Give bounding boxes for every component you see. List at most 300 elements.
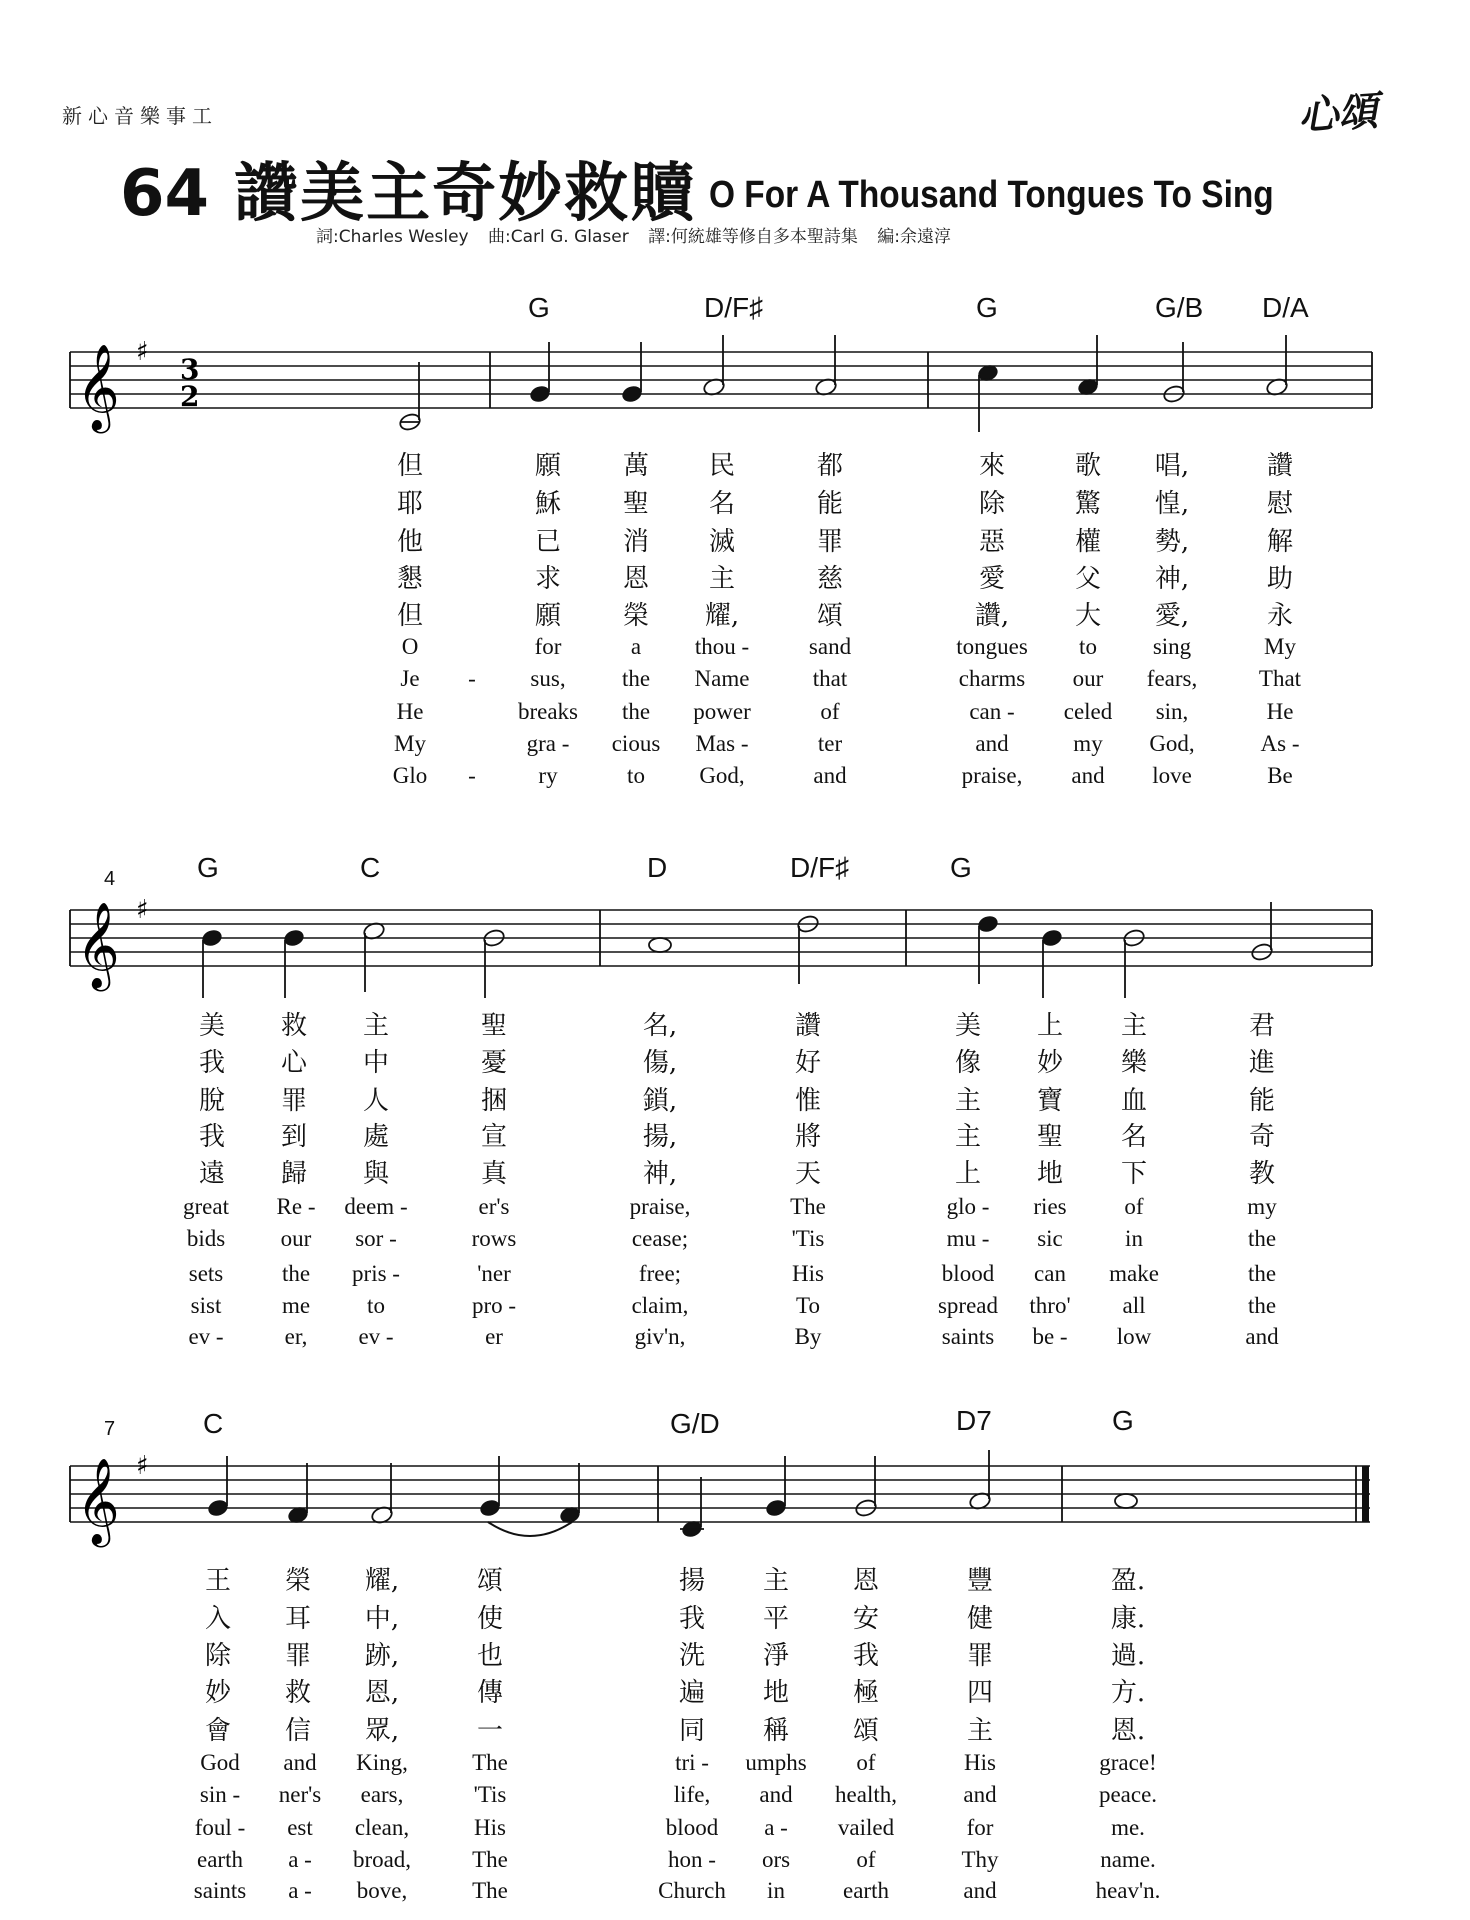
lyric-en: thro' bbox=[1029, 1293, 1071, 1318]
lyric-en: God, bbox=[699, 763, 745, 788]
lyric-zh: 萬 bbox=[622, 451, 650, 481]
lyric-zh: 真 bbox=[480, 1159, 508, 1189]
lyric-zh: 主 bbox=[954, 1086, 982, 1116]
measure-number: 7 bbox=[104, 1418, 116, 1440]
lyric-en: to bbox=[367, 1293, 385, 1318]
lyric-zh: 耳 bbox=[284, 1604, 312, 1634]
lyric-en: umphs bbox=[745, 1750, 807, 1775]
lyric-en: be - bbox=[1032, 1324, 1068, 1349]
notes bbox=[201, 902, 1273, 998]
lyric-en: for bbox=[534, 634, 562, 659]
lyric-zh: 入 bbox=[204, 1604, 232, 1634]
lyric-en: in bbox=[1125, 1226, 1143, 1251]
lyric-zh: 上 bbox=[954, 1159, 982, 1189]
lyric-zh: 使 bbox=[476, 1604, 504, 1634]
lyric-en: God bbox=[200, 1750, 240, 1775]
lyric-zh: 穌 bbox=[534, 489, 562, 519]
lyric-en: deem - bbox=[344, 1194, 408, 1219]
lyric-en: the bbox=[281, 1261, 311, 1286]
lyric-zh: 除 bbox=[204, 1641, 232, 1671]
lyric-en: gra - bbox=[526, 731, 570, 756]
lyric-zh: 揚 bbox=[678, 1566, 706, 1596]
lyric-en: sor - bbox=[355, 1226, 397, 1251]
lyric-zh: 讚 bbox=[1266, 451, 1294, 481]
lyric-zh: 我 bbox=[852, 1641, 880, 1671]
lyric-zh: 惡 bbox=[978, 527, 1006, 557]
lyric-zh: 恩 bbox=[852, 1566, 880, 1596]
lyric-zh: 頌 bbox=[816, 601, 844, 631]
lyric-en: claim, bbox=[631, 1293, 689, 1318]
lyric-en: He bbox=[396, 699, 424, 724]
lyric-en: a - bbox=[764, 1815, 788, 1840]
lyric-zh: 惟 bbox=[794, 1086, 822, 1116]
lyric-zh: 耶 bbox=[396, 489, 424, 519]
lyric-zh: 豐 bbox=[966, 1566, 994, 1596]
lyric-en: all bbox=[1122, 1293, 1146, 1318]
lyric-zh: 讚, bbox=[974, 601, 1010, 631]
lyric-zh: 進 bbox=[1248, 1048, 1276, 1078]
lyric-en: love bbox=[1152, 763, 1192, 788]
staff bbox=[0, 880, 1470, 1020]
lyric-en: - bbox=[468, 666, 476, 691]
lyric-zh: 求 bbox=[534, 564, 562, 594]
lyric-zh: 名 bbox=[1120, 1122, 1148, 1152]
lyric-en: giv'n, bbox=[634, 1324, 686, 1349]
lyric-en: our bbox=[1072, 666, 1104, 691]
lyric-zh: 永 bbox=[1266, 601, 1294, 631]
lyric-en: God, bbox=[1149, 731, 1195, 756]
lyric-en: make bbox=[1109, 1261, 1159, 1286]
lyric-zh: 與 bbox=[362, 1159, 390, 1189]
lyric-zh: 妙 bbox=[204, 1678, 232, 1708]
lyric-zh: 下 bbox=[1120, 1159, 1148, 1189]
lyric-en: - bbox=[468, 763, 476, 788]
lyric-en: By bbox=[794, 1324, 822, 1349]
lyric-zh: 也 bbox=[476, 1641, 504, 1671]
lyric-zh: 脫 bbox=[198, 1086, 226, 1116]
lyric-zh: 能 bbox=[816, 489, 844, 519]
treble-clef-icon: 𝄞 bbox=[76, 344, 120, 430]
hymn-number: 64 bbox=[120, 157, 210, 231]
lyric-en: bove, bbox=[356, 1878, 408, 1903]
lyric-en: and bbox=[975, 731, 1009, 756]
lyric-en: ors bbox=[761, 1847, 791, 1872]
lyric-zh: 一 bbox=[476, 1716, 504, 1746]
lyric-zh: 教 bbox=[1248, 1159, 1276, 1189]
lyric-zh: 耀, bbox=[364, 1566, 400, 1596]
lyric-zh: 處 bbox=[362, 1122, 390, 1152]
lyric-zh: 美 bbox=[954, 1011, 982, 1041]
lyric-en: life, bbox=[673, 1782, 711, 1807]
lyric-en: breaks bbox=[517, 699, 579, 724]
lyric-zh: 罪 bbox=[284, 1641, 312, 1671]
lyric-en: of bbox=[856, 1847, 876, 1872]
lyric-zh: 跡, bbox=[364, 1641, 400, 1671]
lyric-zh: 能 bbox=[1248, 1086, 1276, 1116]
lyric-zh: 恩. bbox=[1110, 1716, 1146, 1746]
lyric-zh: 來 bbox=[978, 451, 1006, 481]
lyric-en: bids bbox=[186, 1226, 226, 1251]
lyric-zh: 過. bbox=[1110, 1641, 1146, 1671]
lyric-zh: 信 bbox=[284, 1716, 312, 1746]
lyric-zh: 大 bbox=[1074, 601, 1102, 631]
lyric-en: great bbox=[183, 1194, 229, 1219]
lyric-en: power bbox=[693, 699, 751, 724]
lyric-en: earth bbox=[843, 1878, 889, 1903]
lyric-en: praise, bbox=[961, 763, 1023, 788]
lyric-en: sic bbox=[1037, 1226, 1063, 1251]
lyric-en: Glo bbox=[392, 763, 428, 788]
lyric-en: mu - bbox=[946, 1226, 990, 1251]
lyric-en: 'ner bbox=[477, 1261, 511, 1286]
lyric-en: the bbox=[621, 699, 651, 724]
lyric-zh: 我 bbox=[678, 1604, 706, 1634]
lyric-en: to bbox=[627, 763, 645, 788]
lyric-en: thou - bbox=[694, 634, 750, 659]
lyric-zh: 神, bbox=[1154, 564, 1190, 594]
lyric-zh: 地 bbox=[762, 1678, 790, 1708]
lyric-en: rows bbox=[471, 1226, 517, 1251]
lyric-en: and bbox=[1071, 763, 1105, 788]
lyric-en: ter bbox=[817, 731, 843, 756]
time-signature: 3 bbox=[180, 353, 200, 386]
lyric-zh: 洗 bbox=[678, 1641, 706, 1671]
lyric-en: and bbox=[963, 1878, 997, 1903]
title-english: O For A Thousand Tongues To Sing bbox=[709, 174, 1274, 216]
lyric-zh: 助 bbox=[1266, 564, 1294, 594]
lyric-zh: 康. bbox=[1110, 1604, 1146, 1634]
lyric-en: sus, bbox=[530, 666, 566, 691]
lyric-zh: 盈. bbox=[1110, 1566, 1146, 1596]
lyric-en: The bbox=[790, 1194, 826, 1219]
lyric-zh: 主 bbox=[1120, 1011, 1148, 1041]
lyric-en: earth bbox=[197, 1847, 243, 1872]
lyric-en: sin - bbox=[199, 1782, 241, 1807]
lyric-en: a - bbox=[288, 1847, 312, 1872]
lyric-zh: 惶, bbox=[1154, 489, 1190, 519]
lyric-zh: 傳 bbox=[476, 1678, 504, 1708]
lyric-en: ears, bbox=[360, 1782, 404, 1807]
lyric-en: cious bbox=[611, 731, 661, 756]
lyric-zh: 聖 bbox=[480, 1011, 508, 1041]
chord: C bbox=[360, 852, 381, 883]
lyric-zh: 救 bbox=[284, 1678, 312, 1708]
lyric-zh: 唱, bbox=[1154, 451, 1190, 481]
lyric-en: The bbox=[472, 1750, 508, 1775]
chord: G bbox=[528, 292, 550, 323]
lyric-zh: 頌 bbox=[476, 1566, 504, 1596]
lyric-en: can - bbox=[969, 699, 1015, 724]
lyric-zh: 遍 bbox=[678, 1678, 706, 1708]
lyric-en: and bbox=[1245, 1324, 1279, 1349]
lyric-en: the bbox=[1247, 1226, 1277, 1251]
lyric-zh: 宣 bbox=[480, 1122, 508, 1152]
lyric-en: The bbox=[472, 1878, 508, 1903]
lyric-zh: 罪 bbox=[966, 1641, 994, 1671]
publisher-label: 新心音樂事工 bbox=[62, 104, 218, 128]
lyric-zh: 讚 bbox=[794, 1011, 822, 1041]
staff-lines bbox=[70, 1466, 1370, 1522]
chord: G bbox=[976, 292, 998, 323]
chord: G/D bbox=[670, 1408, 720, 1439]
lyric-zh: 懇 bbox=[396, 564, 424, 594]
lyric-zh: 像 bbox=[954, 1048, 982, 1078]
lyric-en: King, bbox=[356, 1750, 408, 1775]
lyric-zh: 樂 bbox=[1120, 1048, 1148, 1078]
treble-clef-icon: 𝄞 bbox=[76, 902, 120, 988]
sharp-icon: ♯ bbox=[136, 337, 149, 367]
lyric-en: to bbox=[1079, 634, 1097, 659]
lyric-zh: 罪 bbox=[280, 1086, 308, 1116]
lyric-en: saints bbox=[941, 1324, 995, 1349]
chord: D/F♯ bbox=[704, 292, 764, 323]
lyric-en: est bbox=[287, 1815, 313, 1840]
lyric-en: ries bbox=[1033, 1194, 1067, 1219]
lyric-en: 'Tis bbox=[791, 1226, 825, 1251]
lyric-zh: 慈 bbox=[816, 564, 844, 594]
chord: G/B bbox=[1155, 292, 1204, 323]
chord: D bbox=[647, 852, 668, 883]
lyric-en: Mas - bbox=[695, 731, 749, 756]
lyric-en: er, bbox=[284, 1324, 308, 1349]
credit-music: 曲:Carl G. Glaser bbox=[488, 227, 629, 247]
lyric-en: 'Tis bbox=[473, 1782, 507, 1807]
lyric-zh: 美 bbox=[198, 1011, 226, 1041]
lyric-en: ev - bbox=[188, 1324, 224, 1349]
lyric-zh: 健 bbox=[966, 1604, 994, 1634]
lyric-zh: 我 bbox=[198, 1122, 226, 1152]
lyric-en: name. bbox=[1100, 1847, 1156, 1872]
lyric-en: broad, bbox=[352, 1847, 412, 1872]
final-barline bbox=[1362, 1466, 1369, 1522]
lyric-zh: 鎖, bbox=[642, 1086, 678, 1116]
lyric-en: pris - bbox=[352, 1261, 400, 1286]
lyric-en: His bbox=[474, 1815, 506, 1840]
lyric-zh: 民 bbox=[708, 451, 736, 481]
lyric-zh: 權 bbox=[1074, 527, 1102, 557]
lyric-en: can bbox=[1034, 1261, 1066, 1286]
lyric-en: our bbox=[280, 1226, 312, 1251]
lyric-zh: 頌 bbox=[852, 1716, 880, 1746]
lyric-zh: 願 bbox=[534, 451, 562, 481]
lyric-en: He bbox=[1266, 699, 1294, 724]
lyric-en: praise, bbox=[629, 1194, 691, 1219]
lyric-zh: 奇 bbox=[1248, 1122, 1276, 1152]
lyric-en: foul - bbox=[194, 1815, 246, 1840]
lyric-en: clean, bbox=[354, 1815, 410, 1840]
lyric-en: His bbox=[964, 1750, 996, 1775]
chord: D/A bbox=[1262, 292, 1309, 323]
lyric-zh: 已 bbox=[534, 527, 562, 557]
lyric-en: me bbox=[281, 1293, 311, 1318]
credit-words: 詞:Charles Wesley bbox=[316, 227, 469, 247]
lyric-zh: 平 bbox=[762, 1604, 790, 1634]
lyric-zh: 耀, bbox=[704, 601, 740, 631]
lyric-en: saints bbox=[193, 1878, 247, 1903]
sharp-icon: ♯ bbox=[136, 1451, 149, 1481]
lyric-en: O bbox=[401, 634, 419, 659]
lyric-zh: 他 bbox=[396, 527, 424, 557]
lyric-en: low bbox=[1116, 1324, 1152, 1349]
lyric-zh: 地 bbox=[1036, 1159, 1064, 1189]
treble-clef-icon: 𝄞 bbox=[76, 1458, 120, 1544]
lyric-zh: 中 bbox=[362, 1048, 390, 1078]
chord: G bbox=[1112, 1405, 1134, 1436]
lyric-en: Re - bbox=[276, 1194, 316, 1219]
chord: D/F♯ bbox=[790, 852, 850, 883]
lyric-zh: 極 bbox=[852, 1678, 880, 1708]
lyric-en: sin, bbox=[1155, 699, 1189, 724]
lyric-en: cease; bbox=[631, 1226, 689, 1251]
lyric-en: a - bbox=[288, 1878, 312, 1903]
measure-number: 4 bbox=[104, 868, 116, 890]
lyric-en: glo - bbox=[946, 1194, 990, 1219]
lyric-en: As - bbox=[1260, 731, 1300, 756]
brand-logo: 心頌 bbox=[1296, 87, 1380, 140]
lyric-en: My bbox=[394, 731, 426, 756]
lyric-zh: 滅 bbox=[708, 527, 736, 557]
lyric-en: ev - bbox=[358, 1324, 394, 1349]
lyric-en: Church bbox=[658, 1878, 726, 1903]
lyric-zh: 同 bbox=[678, 1716, 706, 1746]
lyric-en: sing bbox=[1152, 634, 1192, 659]
lyric-zh: 恩, bbox=[364, 1678, 400, 1708]
lyric-en: Name bbox=[694, 666, 750, 691]
lyric-zh: 聖 bbox=[622, 489, 650, 519]
chord: D7 bbox=[956, 1405, 992, 1436]
lyric-en: in bbox=[767, 1878, 785, 1903]
lyric-en: peace. bbox=[1098, 1782, 1158, 1807]
chord: C bbox=[203, 1408, 224, 1439]
lyric-en: er bbox=[485, 1324, 503, 1349]
lyric-en: sand bbox=[808, 634, 852, 659]
lyric-zh: 心 bbox=[280, 1048, 308, 1078]
lyric-zh: 將 bbox=[794, 1122, 822, 1152]
lyric-en: vailed bbox=[837, 1815, 895, 1840]
credit-arrangement: 編:余遠淳 bbox=[877, 227, 952, 247]
lyric-en: and bbox=[759, 1782, 793, 1807]
lyric-zh: 除 bbox=[978, 489, 1006, 519]
svg-text:2: 2 bbox=[180, 380, 200, 413]
lyric-en: To bbox=[796, 1293, 820, 1318]
lyric-en: blood bbox=[941, 1261, 995, 1286]
lyric-en: tongues bbox=[956, 634, 1028, 659]
lyric-zh: 眾, bbox=[364, 1716, 400, 1746]
credits-line bbox=[316, 222, 965, 247]
lyric-zh: 捆 bbox=[480, 1086, 508, 1116]
lyric-en: free; bbox=[638, 1261, 682, 1286]
lyric-en: health, bbox=[835, 1782, 897, 1807]
staff bbox=[0, 320, 1470, 460]
lyric-zh: 四 bbox=[966, 1678, 994, 1708]
lyric-zh: 中, bbox=[364, 1604, 400, 1634]
lyric-zh: 遠 bbox=[198, 1159, 226, 1189]
lyric-zh: 歌 bbox=[1074, 451, 1102, 481]
lyric-zh: 人 bbox=[362, 1086, 390, 1116]
lyric-en: and bbox=[963, 1782, 997, 1807]
lyric-en: Je bbox=[400, 666, 420, 691]
lyric-zh: 愛, bbox=[1154, 601, 1190, 631]
lyric-en: grace! bbox=[1099, 1750, 1157, 1775]
lyric-zh: 解 bbox=[1266, 527, 1294, 557]
lyric-en: fears, bbox=[1146, 666, 1198, 691]
title-chinese: 讚美主奇妙救贖 bbox=[234, 157, 697, 231]
notes bbox=[398, 335, 1289, 432]
lyric-zh: 主 bbox=[954, 1122, 982, 1152]
lyric-en: the bbox=[621, 666, 651, 691]
lyric-en: My bbox=[1264, 634, 1296, 659]
lyric-zh: 天 bbox=[794, 1159, 822, 1189]
lyric-zh: 但 bbox=[396, 451, 424, 481]
lyric-en: and bbox=[813, 763, 847, 788]
lyric-zh: 主 bbox=[762, 1566, 790, 1596]
lyric-en: hon - bbox=[668, 1847, 716, 1872]
staff-lines bbox=[70, 910, 1372, 966]
lyric-zh: 上 bbox=[1036, 1011, 1064, 1041]
lyric-en: The bbox=[472, 1847, 508, 1872]
lyric-zh: 但 bbox=[396, 601, 424, 631]
lyric-en: sist bbox=[190, 1293, 222, 1318]
lyric-en: the bbox=[1247, 1261, 1277, 1286]
lyric-zh: 慰 bbox=[1266, 489, 1294, 519]
lyric-en: the bbox=[1247, 1293, 1277, 1318]
lyric-zh: 愛 bbox=[978, 564, 1006, 594]
credit-translation: 譯:何統雄等修自多本聖詩集 bbox=[648, 227, 858, 247]
lyric-zh: 歸 bbox=[280, 1159, 308, 1189]
chord: G bbox=[197, 852, 219, 883]
lyric-en: spread bbox=[937, 1293, 999, 1318]
lyric-zh: 聖 bbox=[1036, 1122, 1064, 1152]
lyric-en: pro - bbox=[471, 1293, 517, 1318]
lyric-zh: 憂 bbox=[480, 1048, 508, 1078]
lyric-zh: 父 bbox=[1074, 564, 1102, 594]
lyric-zh: 願 bbox=[534, 601, 562, 631]
chord: G bbox=[950, 852, 972, 883]
lyric-zh: 寶 bbox=[1036, 1086, 1064, 1116]
lyric-en: tri - bbox=[675, 1750, 709, 1775]
lyric-en: ner's bbox=[278, 1782, 322, 1807]
lyric-en: blood bbox=[665, 1815, 719, 1840]
lyric-zh: 都 bbox=[816, 451, 844, 481]
lyric-zh: 主 bbox=[708, 564, 736, 594]
lyric-zh: 揚, bbox=[642, 1122, 678, 1152]
lyric-zh: 主 bbox=[966, 1716, 994, 1746]
lyric-en: ry bbox=[538, 763, 558, 788]
sharp-icon: ♯ bbox=[136, 895, 149, 925]
lyric-en: er's bbox=[478, 1194, 510, 1219]
lyric-zh: 名, bbox=[642, 1011, 678, 1041]
lyric-en: my bbox=[1247, 1194, 1277, 1219]
lyric-en: a bbox=[630, 634, 642, 659]
lyric-zh: 安 bbox=[852, 1604, 880, 1634]
lyric-zh: 我 bbox=[198, 1048, 226, 1078]
lyric-zh: 妙 bbox=[1036, 1048, 1064, 1078]
lyric-en: heav'n. bbox=[1095, 1878, 1161, 1903]
lyric-zh: 好 bbox=[794, 1048, 822, 1078]
lyric-en: my bbox=[1073, 731, 1103, 756]
lyric-en: celed bbox=[1063, 699, 1113, 724]
lyric-zh: 救 bbox=[280, 1011, 308, 1041]
lyric-en: that bbox=[812, 666, 848, 691]
lyric-en: and bbox=[283, 1750, 317, 1775]
lyric-zh: 傷, bbox=[642, 1048, 678, 1078]
lyric-en: His bbox=[792, 1261, 824, 1286]
lyric-en: of bbox=[820, 699, 840, 724]
lyric-zh: 榮 bbox=[284, 1566, 312, 1596]
lyric-en: me. bbox=[1111, 1815, 1145, 1840]
lyric-en: That bbox=[1258, 666, 1302, 691]
lyric-en: of bbox=[1124, 1194, 1144, 1219]
